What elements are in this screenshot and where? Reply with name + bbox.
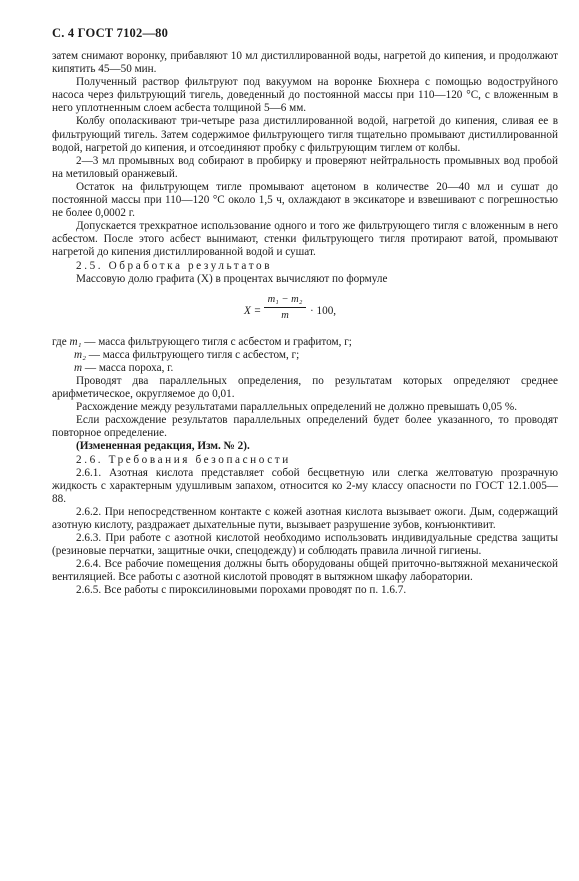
formula-lhs: X = [244, 304, 262, 317]
definition-variable: m₁ [69, 335, 82, 348]
definition-variable: m [74, 361, 83, 374]
paragraph: Массовую долю графита (X) в процентах вычисляют по формуле [76, 272, 388, 285]
edit-note: (Измененная редакция, Изм. № 2). [76, 440, 250, 453]
paragraph: Допускается трехкратное использование одного и того же фильтрующего тигля с вложенным в него асбестом. После этого асбест вынимают, стенки фильтрующего тигля протирают ватой, промывают нагретой до кипения дистиллированной водой и сушат. [52, 220, 558, 259]
definition-row [52, 336, 558, 349]
paragraph: 2.6.5. Все работы с пироксилиновыми порохами проводят по п. 1.6.7. [76, 584, 407, 597]
formula-rhs: · 100, [310, 304, 337, 317]
definition-row [52, 349, 558, 362]
definition-text: — масса пороха, г. [84, 361, 174, 374]
formula-numerator: m₁ − m₂ [264, 294, 306, 308]
paragraph: Полученный раствор фильтруют под вакуумом на воронке Бюхнера с помощью водоструйного насоса через фильтрующий тигель, доведенный до постоянной массы при 110—120 °С, с вложенным в него уплотненным слоем асбеста толщиной 5—6 мм. [52, 76, 558, 115]
paragraph: 2.6.4. Все рабочие помещения должны быть оборудованы общей приточно-вытяжной механической вентиляцией. Все работы с азотной кислотой проводят в вытяжном шкафу лаборатории. [52, 558, 558, 584]
formula-fraction [264, 294, 306, 322]
paragraph: Если расхождение результатов параллельных определений будет более указанного, то проводят повторное определение. [52, 414, 558, 440]
paragraph: 2.6.2. При непосредственном контакте с кожей азотная кислота вызывает ожоги. Дым, содержащий азотную кислоту, раздражает дыхательные пути, вызывает разрушение зубов, конъюнктивит. [52, 505, 558, 531]
definition-row [52, 362, 558, 375]
definition-text: — масса фильтрующего тигля с асбестом и графитом, г; [84, 335, 352, 348]
definition-variable: m₂ [74, 348, 86, 361]
section-heading-2-6: 2.6. Требования безопасности [76, 453, 291, 466]
document-page [52, 26, 558, 598]
variable-definitions [52, 336, 558, 375]
formula-denominator: m [281, 309, 289, 321]
paragraph: 2—3 мл промывных вод собирают в пробирку и проверяют нейтральность промывных вод пробой на метиловый оранжевый. [52, 154, 558, 180]
paragraph: Остаток на фильтрующем тигле промывают ацетоном в количестве 20—40 мл и сушат до постоянной массы при 110—120 °С около 1,5 ч, охлаждают в эксикаторе и взвешивают с погрешностью не более 0,0002 г. [52, 180, 558, 220]
paragraph: затем снимают воронку, прибавляют 10 мл дистиллированной воды, нагретой до кипения, и продолжают кипятить 45—50 мин. [52, 50, 558, 76]
formula-block [52, 292, 558, 334]
page-header: С. 4 ГОСТ 7102—80 [52, 26, 169, 40]
definition-prefix: где [52, 335, 67, 348]
paragraph: Колбу ополаскивают три-четыре раза дистиллированной водой, нагретой до кипения, сливая ее в фильтрующий тигель. Затем содержимое фильтрующего тигля тщательно промывают дистиллированной водой, нагретой до кипения, и отсоединяют пробку с фильтрующим тиглем от колбы. [52, 115, 558, 154]
paragraph: 2.6.1. Азотная кислота представляет собой бесцветную или слегка желтоватую прозрачную жидкость с характерным удушливым запахом, относится ко 2-му классу опасности по ГОСТ 12.1.005—88. [52, 466, 558, 505]
section-heading-2-5: 2.5. Обработка результатов [76, 259, 273, 272]
paragraph: Расхождение между результатами параллельных определений не должно превышать 0,05 %. [76, 401, 518, 414]
paragraph: 2.6.3. При работе с азотной кислотой необходимо использовать индивидуальные средства защиты (резиновые перчатки, защитные очки, спецодежду) и соблюдать правила личной гигиены. [52, 532, 558, 558]
definition-text: — масса фильтрующего тигля с асбестом, г; [88, 348, 300, 361]
paragraph: Проводят два параллельных определения, по результатам которых определяют среднее арифметическое, округляемое до 0,01. [52, 374, 558, 401]
